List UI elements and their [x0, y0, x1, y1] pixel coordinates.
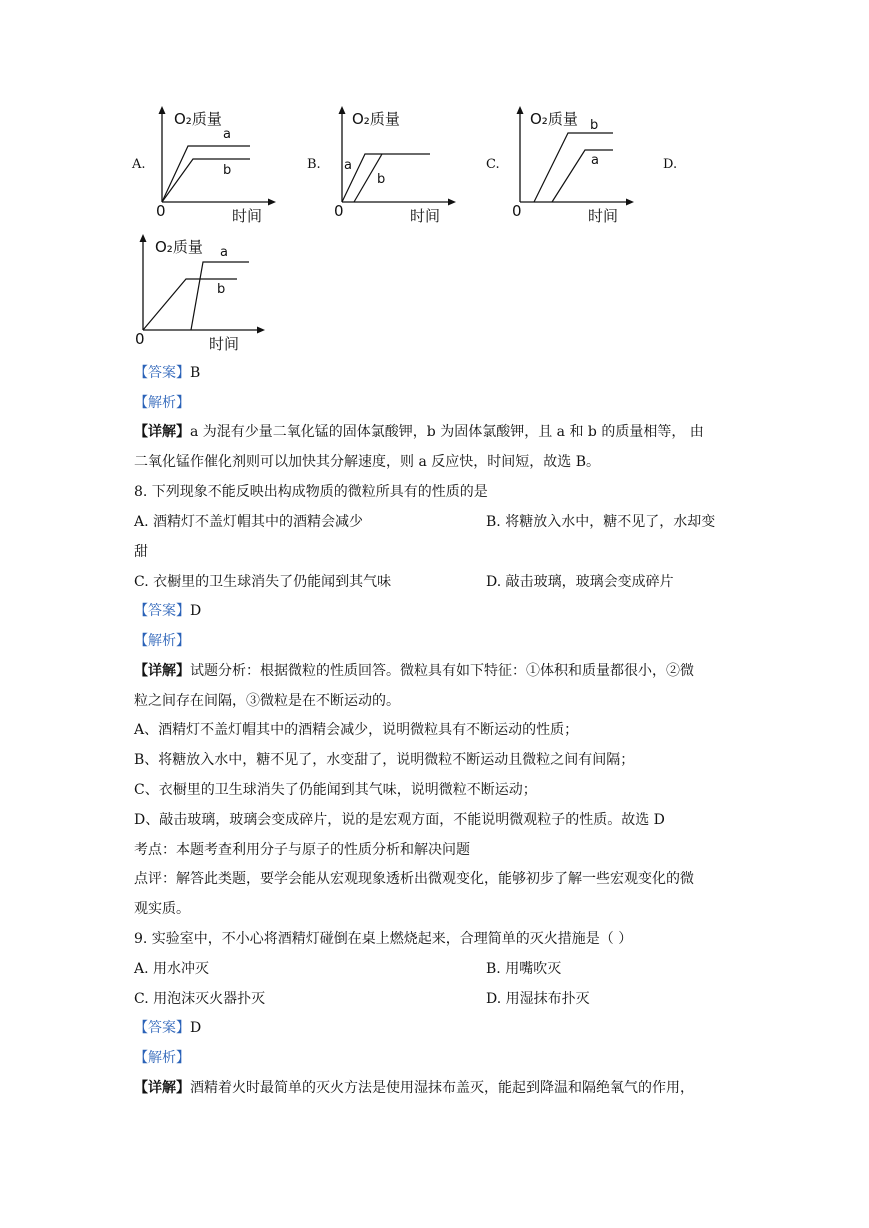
y-axis-label: O₂质量: [530, 110, 578, 128]
detail-text: 酒精着火时最简单的灭火方法是使用湿抹布盖灭，能起到降温和隔绝氧气的作用，: [190, 1080, 694, 1096]
y-axis-label: O₂质量: [174, 110, 222, 128]
q8-option-b-cont: 甜: [134, 544, 148, 560]
q9-detail-line-1: [134, 1078, 694, 1098]
q8-detail-line-2: 粒之间存在间隔，③微粒是在不断运动的。: [134, 693, 400, 709]
origin-label: 0: [156, 202, 166, 220]
q8-option-c: C. 衣橱里的卫生球消失了仍能闻到其气味: [134, 574, 392, 590]
detail-tag: 【详解】: [134, 424, 190, 440]
y-axis-label: O₂质量: [352, 110, 400, 128]
curve-a: [342, 154, 430, 202]
curve-lower-label: b: [377, 172, 386, 187]
q8-dianping-line-1: 点评：解答此类题，要学会能从宏观现象透析出微观变化，能够初步了解一些宏观变化的微: [134, 871, 694, 887]
origin-label: 0: [334, 202, 344, 220]
option-a-letter: A.: [132, 157, 146, 172]
q9-option-b: B. 用嘴吹灭: [486, 961, 562, 977]
q9-answer: [134, 1018, 201, 1038]
origin-label: 0: [512, 202, 522, 220]
curve-upper-label: a: [220, 245, 228, 260]
option-b-letter: B.: [307, 157, 321, 172]
detail-tag: 【详解】: [134, 1080, 190, 1096]
q8-option-a: A. 酒精灯不盖灯帽其中的酒精会减少: [134, 514, 364, 530]
q7-detail-line-1: [134, 422, 704, 442]
detail-text: 试题分析：根据微粒的性质回答。微粒具有如下特征：①体积和质量都很小，②微: [190, 663, 694, 679]
q8-analysis-tag: 【解析】: [134, 633, 190, 649]
curve-b: [162, 159, 250, 202]
q9-analysis-tag: 【解析】: [134, 1050, 190, 1066]
option-c-letter: C.: [486, 157, 500, 172]
q9-option-d: D. 用湿抹布扑灭: [486, 991, 590, 1007]
curve-upper-label: a: [223, 127, 231, 142]
option-d-graph: [131, 232, 271, 361]
x-axis-label: 时间: [588, 207, 619, 225]
x-arrow: [257, 327, 265, 334]
option-b-graph: [330, 104, 460, 228]
x-axis-label: 时间: [410, 207, 441, 225]
answer-tag: 【答案】: [134, 1020, 190, 1036]
option-d-letter: D.: [663, 157, 678, 172]
answer-tag: 【答案】: [134, 365, 190, 381]
answer-tag: 【答案】: [134, 603, 190, 619]
y-axis-label: O₂质量: [155, 238, 203, 256]
y-arrow: [517, 106, 524, 114]
q9-option-a: A. 用水冲灭: [134, 961, 210, 977]
x-axis-label: 时间: [232, 207, 263, 225]
q8-option-b: B. 将糖放入水中，糖不见了，水却变: [486, 514, 716, 530]
q7-answer: [134, 363, 200, 383]
answer-value: B: [190, 365, 201, 381]
curve-a: [162, 146, 250, 202]
q8-dianping-line-2: 观实质。: [134, 901, 190, 917]
y-arrow: [159, 106, 166, 114]
q8-detail-line-1: [134, 661, 694, 681]
q8-explain-b: B、将糖放入水中，糖不见了，水变甜了，说明微粒不断运动且微粒之间有间隔；: [134, 752, 635, 768]
q7-analysis-tag: 【解析】: [134, 395, 190, 411]
q8-option-d: D. 敲击玻璃，玻璃会变成碎片: [486, 574, 674, 590]
curve-lower-label: b: [217, 282, 226, 297]
curve-upper-label: b: [590, 118, 599, 133]
q8-kaodian: 考点：本题考查利用分子与原子的性质分析和解决问题: [134, 842, 470, 858]
curve-lower-label: b: [223, 163, 232, 178]
x-arrow: [448, 199, 456, 206]
answer-value: D: [190, 603, 202, 619]
curve-upper-label: a: [344, 158, 352, 173]
q8-explain-a: A、酒精灯不盖灯帽其中的酒精会减少，说明微粒具有不断运动的性质；: [134, 722, 579, 738]
q9-option-c: C. 用泡沫灭火器扑灭: [134, 991, 266, 1007]
answer-value: D: [190, 1020, 202, 1036]
origin-label: 0: [135, 330, 145, 348]
y-arrow: [140, 234, 147, 242]
q8-explain-d: D、敲击玻璃，玻璃会变成碎片，说的是宏观方面，不能说明微观粒子的性质。故选 D: [134, 812, 665, 828]
x-arrow: [626, 199, 634, 206]
x-arrow: [268, 199, 276, 206]
q9-stem: 9. 实验室中，不小心将酒精灯碰倒在桌上燃烧起来，合理简单的灭火措施是（ ）: [134, 931, 633, 947]
curve-lower-label: a: [591, 153, 599, 168]
option-a-graph: [150, 104, 280, 228]
q8-explain-c: C、衣橱里的卫生球消失了仍能闻到其气味，说明微粒不断运动；: [134, 782, 537, 798]
q8-answer: [134, 601, 201, 621]
detail-text: a 为混有少量二氧化锰的固体氯酸钾，b 为固体氯酸钾，且 a 和 b 的质量相等， 由: [190, 424, 704, 440]
x-axis-label: 时间: [209, 335, 240, 353]
option-c-graph: [508, 104, 638, 228]
q8-stem: 8. 下列现象不能反映出构成物质的微粒所具有的性质的是: [134, 484, 488, 500]
curve-a: [552, 150, 613, 202]
q7-detail-line-2: 二氧化锰作催化剂则可以加快其分解速度，则 a 反应快，时间短，故选 B。: [134, 454, 600, 470]
detail-tag: 【详解】: [134, 663, 190, 679]
y-arrow: [339, 106, 346, 114]
